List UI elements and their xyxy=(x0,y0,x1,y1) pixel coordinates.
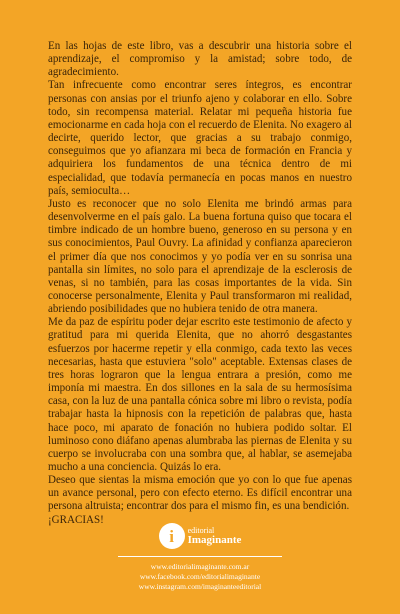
paragraph-testimonio: Me da paz de espíritu poder dejar escrito este testimonio de afecto y gratitud para mi querida Elenita, que no ahorró desgastantes esfuerzos por hacerme repetir y ella conmigo, cada texto las veces necesarias, hasta que estuviera "solo" aceptable. Extensas clases de tres horas lograron que la lengua entrara a presión, como me imponía mi maestra. En dos sillones en la sala de su hermosísima casa, con la luz de una pantalla cónica sobre mi libro o revista, podía trabajar hasta la hipnosis con la repetición de palabras que, hasta hace poco, mi aparato de fonación no hubiera podido soltar. El luminoso cono diáfano apenas alumbraba las piernas de Elenita y su cuerpo se involucraba con una sombra que, al hablar, se asemejaba mucho a una conciencia. Quizás lo era. xyxy=(48,316,352,473)
publisher-logo xyxy=(0,523,400,549)
paragraph-gracias: ¡GRACIAS! xyxy=(48,513,104,526)
publisher-line-2: Imaginante xyxy=(187,533,242,546)
website-link[interactable]: www.editorialimaginante.com.ar xyxy=(150,562,250,571)
publisher-links xyxy=(0,562,400,592)
facebook-link[interactable]: www.facebook.com/editorialimaginante xyxy=(139,572,261,581)
instagram-link[interactable]: www.instagram.com/imaginanteeditorial xyxy=(138,582,262,591)
paragraph-intro: En las hojas de este libro, vas a descubrir una historia sobre el aprendizaje, el compromiso y la amistad; sobre todo, de agradecimiento. xyxy=(48,40,352,79)
paragraph-deseo: Deseo que sientas la misma emoción que yo con lo que fue apenas un avance personal, pero con efecto eterno. Es difícil encontrar una persona altruista; encontrar dos para el mismo fin, es una bendición. xyxy=(48,474,352,513)
blurb xyxy=(48,40,352,527)
publisher-mark-icon: i xyxy=(159,523,185,549)
publisher-line-1: editorial xyxy=(187,525,215,535)
publisher-name xyxy=(188,527,242,546)
paragraph-integros: Tan infrecuente como encontrar seres íntegros, es encontrar personas con ansias por el triunfo ajeno y colaborar en ello. Sobre todo, sin recompensa material. Relatar mi pequeña historia fue emocionarme en cada hoja con el recuerdo de Elenita. No exagero al decirte, querido lector, que gracias a su trabajo conmigo, conseguimos que yo afianzara mi beca de formación en Francia y adquiriera los fundamentos de una técnica dentro de mi especialidad, que todavía permanecía en pocas manos en nuestro país, semioculta… xyxy=(48,79,352,197)
paragraph-paul-ouvry: Justo es reconocer que no solo Elenita me brindó armas para desenvolverme en el país galo. La buena fortuna quiso que tocara el timbre indicado de un hombre bueno, generoso en su persona y en sus conocimientos, Paul Ouvry. La afinidad y confianza aparecieron el primer día que nos conocimos y yo podía ver en su sonrisa una pantalla sin límites, no solo para el aprendizaje de la esclerosis de venas, si no también, para las cosas importantes de la vida. Sin conocerse personalmente, Elenita y Paul transformaron mi realidad, abriendo posibilidades que no hubiera tenido de otra manera. xyxy=(48,197,352,316)
divider xyxy=(118,556,282,557)
